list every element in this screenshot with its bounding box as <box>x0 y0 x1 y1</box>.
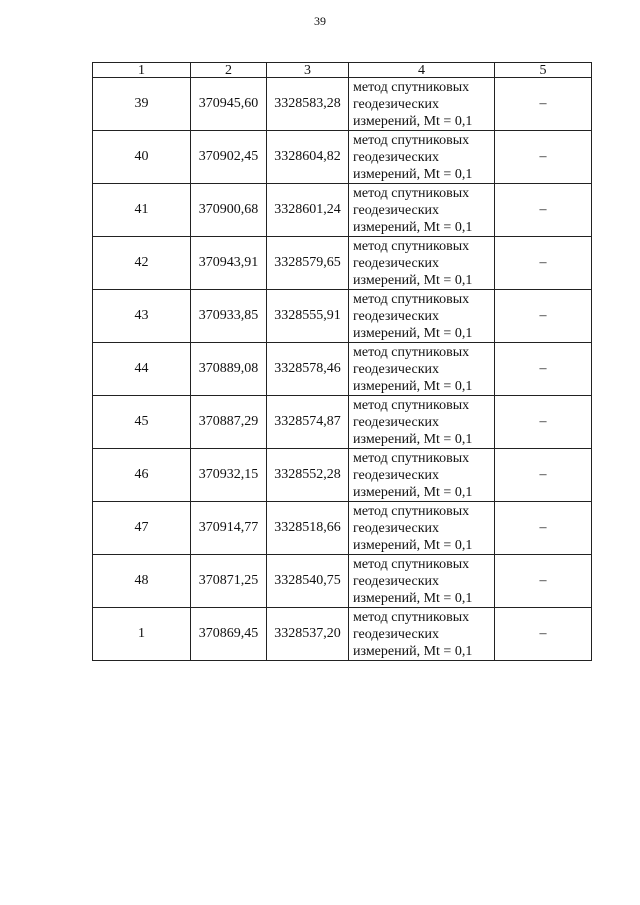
method-text-line: метод спутниковых <box>353 397 470 413</box>
method-text-line: измерений, Mt = 0,1 <box>353 378 473 394</box>
method-text-line: геодезических <box>353 255 440 271</box>
method-cell <box>349 449 495 502</box>
page-number: 39 <box>314 14 326 28</box>
y-coordinate-cell: 3328578,46 <box>267 343 349 396</box>
method-text-line: измерений, Mt = 0,1 <box>353 166 473 182</box>
table-row <box>93 555 592 608</box>
note-cell: – <box>495 555 592 608</box>
method-text-line: измерений, Mt = 0,1 <box>353 537 473 553</box>
x-coordinate-cell: 370945,60 <box>191 78 267 131</box>
method-text-line: метод спутниковых <box>353 556 470 572</box>
column-header-5: 5 <box>495 63 592 78</box>
method-text-line: метод спутниковых <box>353 238 470 254</box>
note-cell: – <box>495 78 592 131</box>
method-text-line: измерений, Mt = 0,1 <box>353 590 473 606</box>
method-cell <box>349 502 495 555</box>
note-cell: – <box>495 502 592 555</box>
table-row <box>93 502 592 555</box>
method-text-line: геодезических <box>353 520 440 536</box>
method-text-line: измерений, Mt = 0,1 <box>353 219 473 235</box>
y-coordinate-cell: 3328555,91 <box>267 290 349 343</box>
y-coordinate-cell: 3328604,82 <box>267 131 349 184</box>
method-text-line: геодезических <box>353 626 440 642</box>
table-row <box>93 237 592 290</box>
y-coordinate-cell: 3328537,20 <box>267 608 349 661</box>
x-coordinate-cell: 370889,08 <box>191 343 267 396</box>
method-text-line: метод спутниковых <box>353 79 470 95</box>
x-coordinate-cell: 370887,29 <box>191 396 267 449</box>
note-cell: – <box>495 131 592 184</box>
method-text-line: геодезических <box>353 96 440 112</box>
x-coordinate-cell: 370902,45 <box>191 131 267 184</box>
note-cell: – <box>495 237 592 290</box>
column-header-1: 1 <box>93 63 191 78</box>
note-cell: – <box>495 290 592 343</box>
method-cell <box>349 237 495 290</box>
table-row <box>93 131 592 184</box>
x-coordinate-cell: 370869,45 <box>191 608 267 661</box>
method-text-line: геодезических <box>353 414 440 430</box>
method-text-line: метод спутниковых <box>353 609 470 625</box>
y-coordinate-cell: 3328552,28 <box>267 449 349 502</box>
method-text-line: измерений, Mt = 0,1 <box>353 643 473 659</box>
method-text-line: геодезических <box>353 467 440 483</box>
x-coordinate-cell: 370871,25 <box>191 555 267 608</box>
method-cell <box>349 608 495 661</box>
column-header-3: 3 <box>267 63 349 78</box>
y-coordinate-cell: 3328583,28 <box>267 78 349 131</box>
method-text-line: метод спутниковых <box>353 291 470 307</box>
point-number-cell: 47 <box>93 502 191 555</box>
y-coordinate-cell: 3328601,24 <box>267 184 349 237</box>
table-row <box>93 396 592 449</box>
method-cell <box>349 78 495 131</box>
table-row <box>93 184 592 237</box>
x-coordinate-cell: 370900,68 <box>191 184 267 237</box>
point-number-cell: 43 <box>93 290 191 343</box>
method-text-line: метод спутниковых <box>353 132 470 148</box>
x-coordinate-cell: 370914,77 <box>191 502 267 555</box>
x-coordinate-cell: 370932,15 <box>191 449 267 502</box>
point-number-cell: 1 <box>93 608 191 661</box>
table-row <box>93 290 592 343</box>
method-text-line: измерений, Mt = 0,1 <box>353 484 473 500</box>
method-text-line: метод спутниковых <box>353 450 470 466</box>
method-cell <box>349 184 495 237</box>
table-row <box>93 343 592 396</box>
method-text-line: метод спутниковых <box>353 503 470 519</box>
table-row <box>93 449 592 502</box>
point-number-cell: 39 <box>93 78 191 131</box>
x-coordinate-cell: 370943,91 <box>191 237 267 290</box>
point-number-cell: 46 <box>93 449 191 502</box>
method-text-line: метод спутниковых <box>353 344 470 360</box>
note-cell: – <box>495 449 592 502</box>
table-header-row <box>93 63 592 78</box>
method-cell <box>349 396 495 449</box>
column-header-4: 4 <box>349 63 495 78</box>
method-text-line: измерений, Mt = 0,1 <box>353 272 473 288</box>
point-number-cell: 41 <box>93 184 191 237</box>
method-cell <box>349 131 495 184</box>
point-number-cell: 40 <box>93 131 191 184</box>
method-cell <box>349 343 495 396</box>
point-number-cell: 44 <box>93 343 191 396</box>
note-cell: – <box>495 396 592 449</box>
column-header-2: 2 <box>191 63 267 78</box>
y-coordinate-cell: 3328540,75 <box>267 555 349 608</box>
method-cell <box>349 555 495 608</box>
method-text-line: измерений, Mt = 0,1 <box>353 113 473 129</box>
point-number-cell: 42 <box>93 237 191 290</box>
table-row <box>93 608 592 661</box>
method-cell <box>349 290 495 343</box>
method-text-line: геодезических <box>353 573 440 589</box>
method-text-line: геодезических <box>353 361 440 377</box>
method-text-line: геодезических <box>353 149 440 165</box>
x-coordinate-cell: 370933,85 <box>191 290 267 343</box>
y-coordinate-cell: 3328574,87 <box>267 396 349 449</box>
y-coordinate-cell: 3328579,65 <box>267 237 349 290</box>
y-coordinate-cell: 3328518,66 <box>267 502 349 555</box>
table-row <box>93 78 592 131</box>
coordinates-table <box>92 62 592 661</box>
point-number-cell: 48 <box>93 555 191 608</box>
method-text-line: геодезических <box>353 308 440 324</box>
table-body <box>93 78 592 661</box>
note-cell: – <box>495 184 592 237</box>
method-text-line: геодезических <box>353 202 440 218</box>
note-cell: – <box>495 343 592 396</box>
method-text-line: метод спутниковых <box>353 185 470 201</box>
method-text-line: измерений, Mt = 0,1 <box>353 325 473 341</box>
method-text-line: измерений, Mt = 0,1 <box>353 431 473 447</box>
point-number-cell: 45 <box>93 396 191 449</box>
note-cell: – <box>495 608 592 661</box>
